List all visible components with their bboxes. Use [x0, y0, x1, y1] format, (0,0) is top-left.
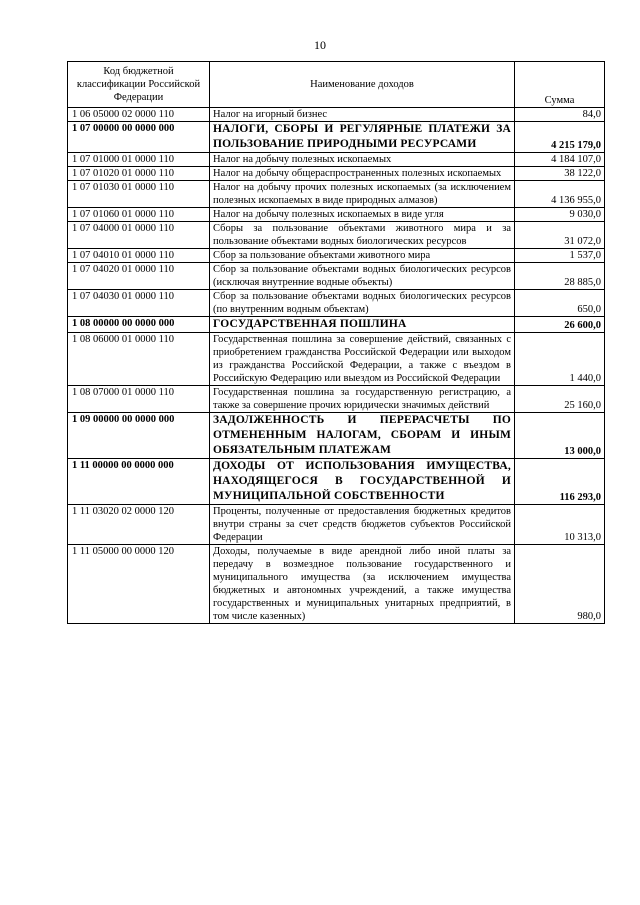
row-name: Проценты, полученные от предоставления бюджетных кредитов внутри страны за счет средств бюджетов субъектов Российской Федерации — [210, 505, 515, 545]
row-name: Государственная пошлина за государственную регистрацию, а также за совершение прочих юридически значимых действий — [210, 386, 515, 413]
row-sum: 1 537,0 — [515, 249, 605, 263]
row-code: 1 07 04000 01 0000 110 — [68, 222, 210, 249]
row-sum: 1 440,0 — [515, 333, 605, 386]
row-code: 1 07 00000 00 0000 000 — [68, 122, 210, 153]
table-row — [68, 505, 605, 545]
row-code: 1 11 00000 00 0000 000 — [68, 459, 210, 505]
table-row — [68, 459, 605, 505]
header-sum: Сумма — [515, 62, 605, 108]
row-code: 1 06 05000 02 0000 110 — [68, 108, 210, 122]
row-name: Государственная пошлина за совершение действий, связанных с приобретением гражданства Российской Федерации или выходом из гражданства Российской Федерации, а также с въездом в Российскую Федерацию или выездом из Российской Федерации — [210, 333, 515, 386]
row-sum: 26 600,0 — [515, 317, 605, 333]
table-row — [68, 545, 605, 624]
table-row — [68, 290, 605, 317]
row-code: 1 11 03020 02 0000 120 — [68, 505, 210, 545]
table-row — [68, 222, 605, 249]
row-name: НАЛОГИ, СБОРЫ И РЕГУЛЯРНЫЕ ПЛАТЕЖИ ЗА ПОЛЬЗОВАНИЕ ПРИРОДНЫМИ РЕСУРСАМИ — [210, 122, 515, 153]
row-name: Налог на добычу общераспространенных полезных ископаемых — [210, 167, 515, 181]
row-sum: 10 313,0 — [515, 505, 605, 545]
row-name: Сборы за пользование объектами животного мира и за пользование объектами водных биологических ресурсов — [210, 222, 515, 249]
row-code: 1 11 05000 00 0000 120 — [68, 545, 210, 624]
row-sum: 9 030,0 — [515, 208, 605, 222]
row-name: Налог на добычу прочих полезных ископаемых (за исключением полезных ископаемых в виде природных алмазов) — [210, 181, 515, 208]
table-row — [68, 108, 605, 122]
revenue-table — [67, 61, 605, 624]
table-row — [68, 263, 605, 290]
table-row — [68, 122, 605, 153]
row-name: Сбор за пользование объектами водных биологических ресурсов (по внутренним водным объектам) — [210, 290, 515, 317]
row-code: 1 07 04020 01 0000 110 — [68, 263, 210, 290]
header-code: Код бюджетной классификации Российской Федерации — [68, 62, 210, 108]
row-code: 1 07 01000 01 0000 110 — [68, 153, 210, 167]
row-name: ДОХОДЫ ОТ ИСПОЛЬЗОВАНИЯ ИМУЩЕСТВА, НАХОДЯЩЕГОСЯ В ГОСУДАРСТВЕННОЙ И МУНИЦИПАЛЬНОЙ СОБСТВЕННОСТИ — [210, 459, 515, 505]
row-name: Сбор за пользование объектами животного мира — [210, 249, 515, 263]
table-row — [68, 167, 605, 181]
table-row — [68, 317, 605, 333]
row-sum: 4 136 955,0 — [515, 181, 605, 208]
row-code: 1 08 06000 01 0000 110 — [68, 333, 210, 386]
row-sum: 116 293,0 — [515, 459, 605, 505]
page-number: 10 — [314, 38, 326, 52]
row-sum: 4 184 107,0 — [515, 153, 605, 167]
row-name: Налог на добычу полезных ископаемых — [210, 153, 515, 167]
row-sum: 25 160,0 — [515, 386, 605, 413]
header-name: Наименование доходов — [210, 62, 515, 108]
row-name: Доходы, получаемые в виде арендной либо иной платы за передачу в возмездное пользование государственного и муниципального имущества (за исключением имущества бюджетных и автономных учреждений, а также имущества государственных и муниципальных унитарных предприятий, в том числе казенных) — [210, 545, 515, 624]
row-code: 1 07 01030 01 0000 110 — [68, 181, 210, 208]
row-sum: 28 885,0 — [515, 263, 605, 290]
row-code: 1 07 01020 01 0000 110 — [68, 167, 210, 181]
table-row — [68, 153, 605, 167]
row-code: 1 08 07000 01 0000 110 — [68, 386, 210, 413]
table-row — [68, 249, 605, 263]
row-sum: 38 122,0 — [515, 167, 605, 181]
table-row — [68, 413, 605, 459]
row-sum: 31 072,0 — [515, 222, 605, 249]
row-sum: 13 000,0 — [515, 413, 605, 459]
row-sum: 650,0 — [515, 290, 605, 317]
row-code: 1 07 01060 01 0000 110 — [68, 208, 210, 222]
table-row — [68, 333, 605, 386]
row-name: Сбор за пользование объектами водных биологических ресурсов (исключая внутренние водные объекты) — [210, 263, 515, 290]
row-code: 1 09 00000 00 0000 000 — [68, 413, 210, 459]
row-name: Налог на игорный бизнес — [210, 108, 515, 122]
row-sum: 84,0 — [515, 108, 605, 122]
row-name: Налог на добычу полезных ископаемых в виде угля — [210, 208, 515, 222]
table-header-row — [68, 62, 605, 108]
table-row — [68, 208, 605, 222]
table-row — [68, 386, 605, 413]
table-row — [68, 181, 605, 208]
row-code: 1 08 00000 00 0000 000 — [68, 317, 210, 333]
row-name: ЗАДОЛЖЕННОСТЬ И ПЕРЕРАСЧЕТЫ ПО ОТМЕНЕННЫМ НАЛОГАМ, СБОРАМ И ИНЫМ ОБЯЗАТЕЛЬНЫМ ПЛАТЕЖАМ — [210, 413, 515, 459]
row-code: 1 07 04030 01 0000 110 — [68, 290, 210, 317]
row-name: ГОСУДАРСТВЕННАЯ ПОШЛИНА — [210, 317, 515, 333]
row-sum: 980,0 — [515, 545, 605, 624]
row-code: 1 07 04010 01 0000 110 — [68, 249, 210, 263]
row-sum: 4 215 179,0 — [515, 122, 605, 153]
